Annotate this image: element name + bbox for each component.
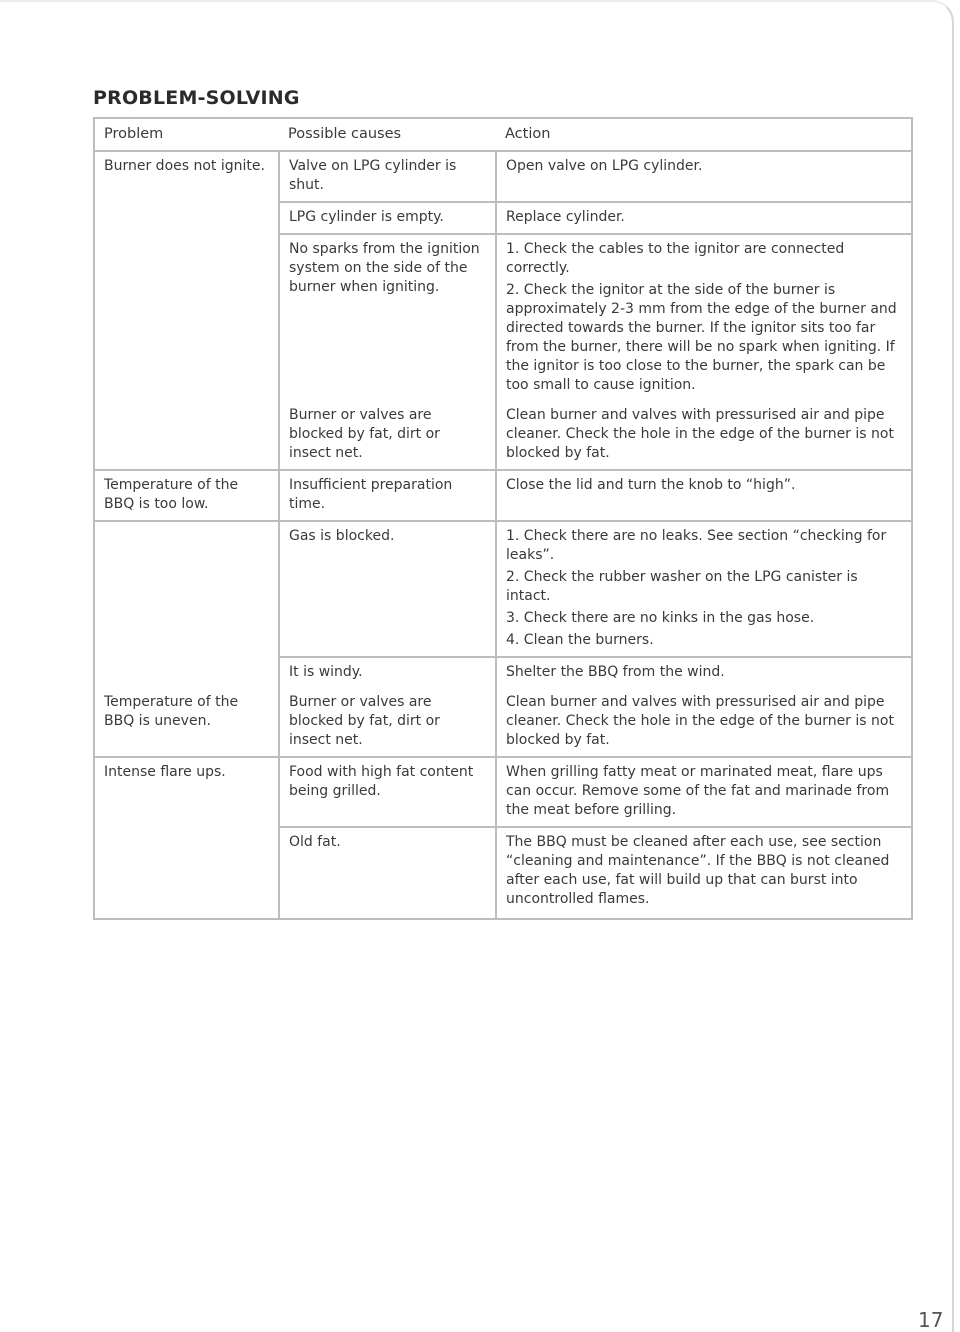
action-line: 2. Check the ignitor at the side of the burner is approximately 2-3 mm from the edge of the burner and directed towards the burner. If the ignitor sits too far from the burner, there will be no spark when igniting. If the ignitor is too close to the burner, the spark can be too small to cause ignition. (506, 282, 897, 393)
problem-cell: Temperature of the BBQ is uneven. (104, 694, 239, 729)
action-line: The BBQ must be cleaned after each use, see section “cleaning and maintenance”. If the BBQ is not cleaned after each use, fat will build up that can burst into uncontrolled flames. (506, 834, 890, 907)
cause-cell: Food with high fat content being grilled. (279, 757, 496, 827)
cause-cell: Burner or valves are blocked by fat, dirt or insect net. (279, 401, 496, 470)
table-header-row (94, 118, 912, 151)
action-cell (496, 234, 912, 401)
action-line: 1. Check there are no leaks. See section “checking for leaks”. (506, 528, 887, 563)
cause-cell: No sparks from the ignition system on the side of the burner when igniting. (279, 234, 496, 401)
problem-cell: Intense flare ups. (104, 764, 226, 780)
action-line: Close the lid and turn the knob to “high”. (506, 477, 796, 493)
table-row (94, 688, 912, 757)
cause-cell: LPG cylinder is empty. (279, 202, 496, 234)
cause-cell: Valve on LPG cylinder is shut. (279, 151, 496, 202)
action-line: 2. Check the rubber washer on the LPG canister is intact. (506, 569, 858, 604)
action-line: Open valve on LPG cylinder. (506, 158, 703, 174)
action-line: Clean burner and valves with pressurised air and pipe cleaner. Check the hole in the edge of the burner is not blocked by fat. (506, 694, 894, 748)
action-cell (496, 688, 912, 757)
action-cell (496, 827, 912, 919)
action-cell (496, 401, 912, 470)
problem-solving-table (93, 117, 913, 920)
action-line: Replace cylinder. (506, 209, 625, 225)
table-row (94, 521, 912, 657)
action-line: 1. Check the cables to the ignitor are connected correctly. (506, 241, 845, 276)
action-line: 3. Check there are no kinks in the gas hose. (506, 610, 815, 626)
cause-cell: Insufficient preparation time. (279, 470, 496, 521)
action-line: Clean burner and valves with pressurised air and pipe cleaner. Check the hole in the edge of the burner is not blocked by fat. (506, 407, 894, 461)
page-title: PROBLEM-SOLVING (93, 87, 300, 109)
table-row (94, 757, 912, 827)
cause-cell: Burner or valves are blocked by fat, dirt or insect net. (279, 688, 496, 757)
action-cell (496, 470, 912, 521)
problem-cell (94, 521, 279, 688)
action-cell (496, 757, 912, 827)
problem-solving-table-wrapper (93, 117, 911, 920)
header-action: Action (505, 126, 551, 142)
action-line: When grilling fatty meat or marinated meat, flare ups can occur. Remove some of the fat and marinade from the meat before grilling. (506, 764, 890, 818)
action-line: Shelter the BBQ from the wind. (506, 664, 725, 680)
problem-cell: Temperature of the BBQ is too low. (94, 470, 279, 521)
cause-cell: Gas is blocked. (279, 521, 496, 657)
action-cell (496, 151, 912, 202)
action-line: 4. Clean the burners. (506, 632, 654, 648)
problem-cell: Burner does not ignite. (94, 151, 279, 470)
page-number: 17 (918, 1308, 944, 1332)
action-cell (496, 202, 912, 234)
action-cell (496, 521, 912, 657)
cause-cell: Old fat. (279, 827, 496, 919)
header-possible-causes: Possible causes (288, 126, 402, 142)
action-cell (496, 657, 912, 688)
header-problem: Problem (104, 126, 164, 142)
table-row (94, 470, 912, 521)
table-row (94, 151, 912, 202)
cause-cell: It is windy. (279, 657, 496, 688)
